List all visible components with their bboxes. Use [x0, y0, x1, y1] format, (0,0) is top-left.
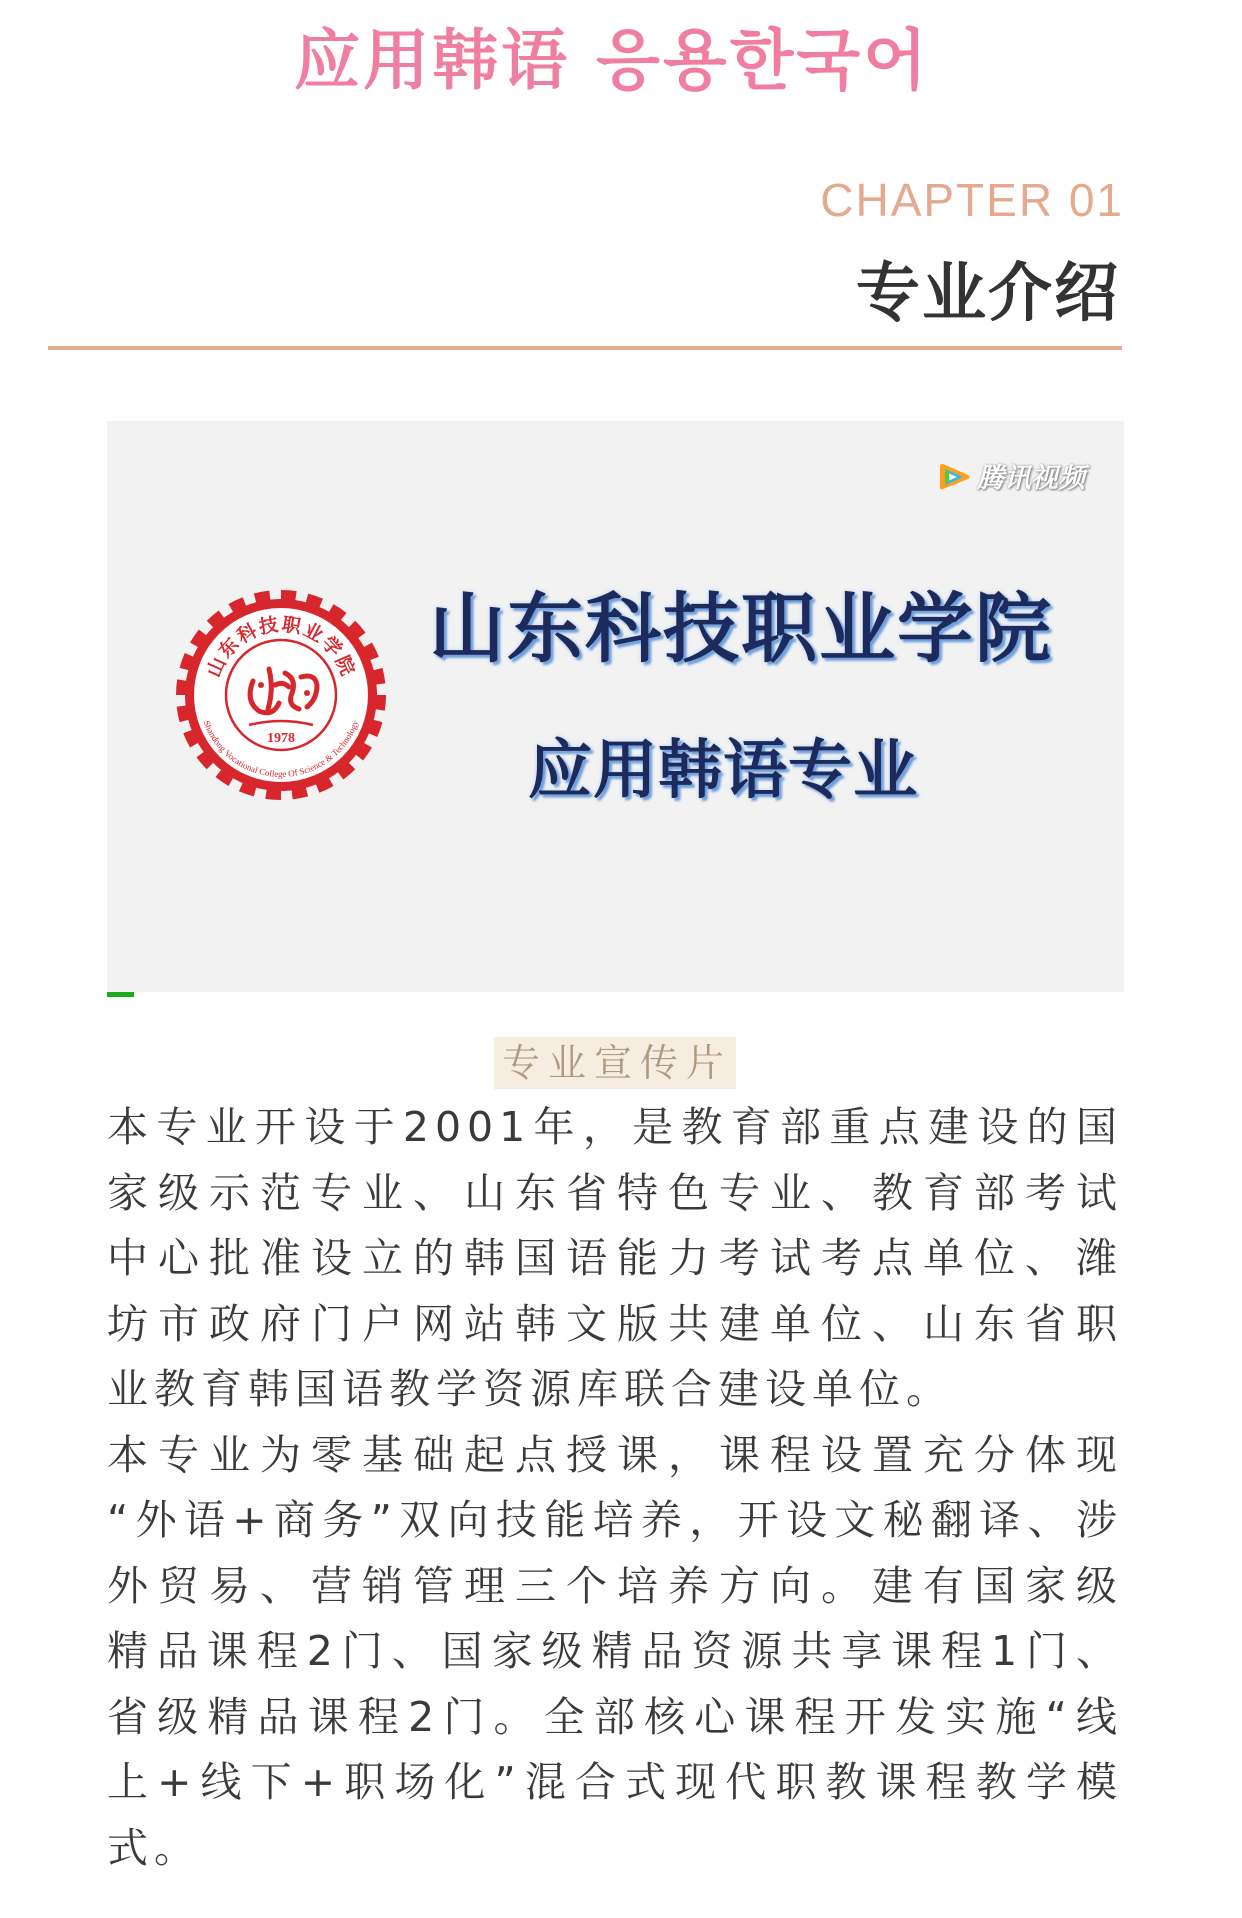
paragraph-line: 家级示范专业、山东省特色专业、教育部考试 — [107, 1168, 1123, 1217]
page-title: 应用韩语 응용한국어 — [294, 22, 930, 99]
article-body — [107, 1095, 1123, 1881]
paragraph-line: 中心批准设立的韩国语能力考试考点单位、潍 — [107, 1234, 1123, 1282]
paragraph-line: 外贸易、营销管理三个培养方向。建有国家级 — [107, 1561, 1123, 1610]
paragraph-line: 坊市政府门户网站韩文版共建单位、山东省职 — [107, 1299, 1123, 1348]
paragraph-line: 本专业为零基础起点授课，课程设置充分体现 — [107, 1430, 1123, 1479]
seal-name-en: Shandong Vocational College Of Science & Technology — [201, 718, 361, 780]
paragraph-line: 式。 — [107, 1823, 201, 1872]
video-player[interactable] — [107, 421, 1124, 992]
section-divider — [48, 346, 1122, 350]
paragraph — [107, 1423, 1123, 1882]
paragraph-line: 业教育韩国语教学资源库联合建设单位。 — [107, 1365, 953, 1413]
tencent-video-watermark: 腾讯视频 — [977, 463, 1085, 494]
paragraph-line: 本专业开设于2001年，是教育部重点建设的国 — [107, 1103, 1123, 1151]
school-name: 山东科技职业学院 — [429, 584, 1053, 673]
paragraph-line: 上+线下+职场化”混合式现代职教课程教学模 — [107, 1758, 1123, 1806]
paragraph-line: 省级精品课程2门。全部核心课程开发实施“线 — [107, 1692, 1123, 1741]
video-progress-bar — [107, 992, 134, 997]
tencent-video-icon — [938, 461, 972, 493]
program-name: 应用韩语专业 — [528, 733, 918, 808]
chapter-label: CHAPTER 01 — [820, 174, 1124, 226]
section-heading: 专业介绍 — [856, 257, 1120, 331]
paragraph-line: 精品课程2门、国家级精品资源共享课程1门、 — [107, 1627, 1123, 1675]
paragraph-line: “外语+商务”双向技能培养，开设文秘翻译、涉 — [107, 1496, 1123, 1544]
paragraph — [107, 1095, 1123, 1423]
seal-name-cn: 山东科技职业学院 — [202, 613, 360, 681]
seal-year: 1978 — [267, 731, 295, 746]
school-seal-logo — [175, 589, 387, 801]
video-caption: 专业宣传片 — [494, 1037, 736, 1089]
